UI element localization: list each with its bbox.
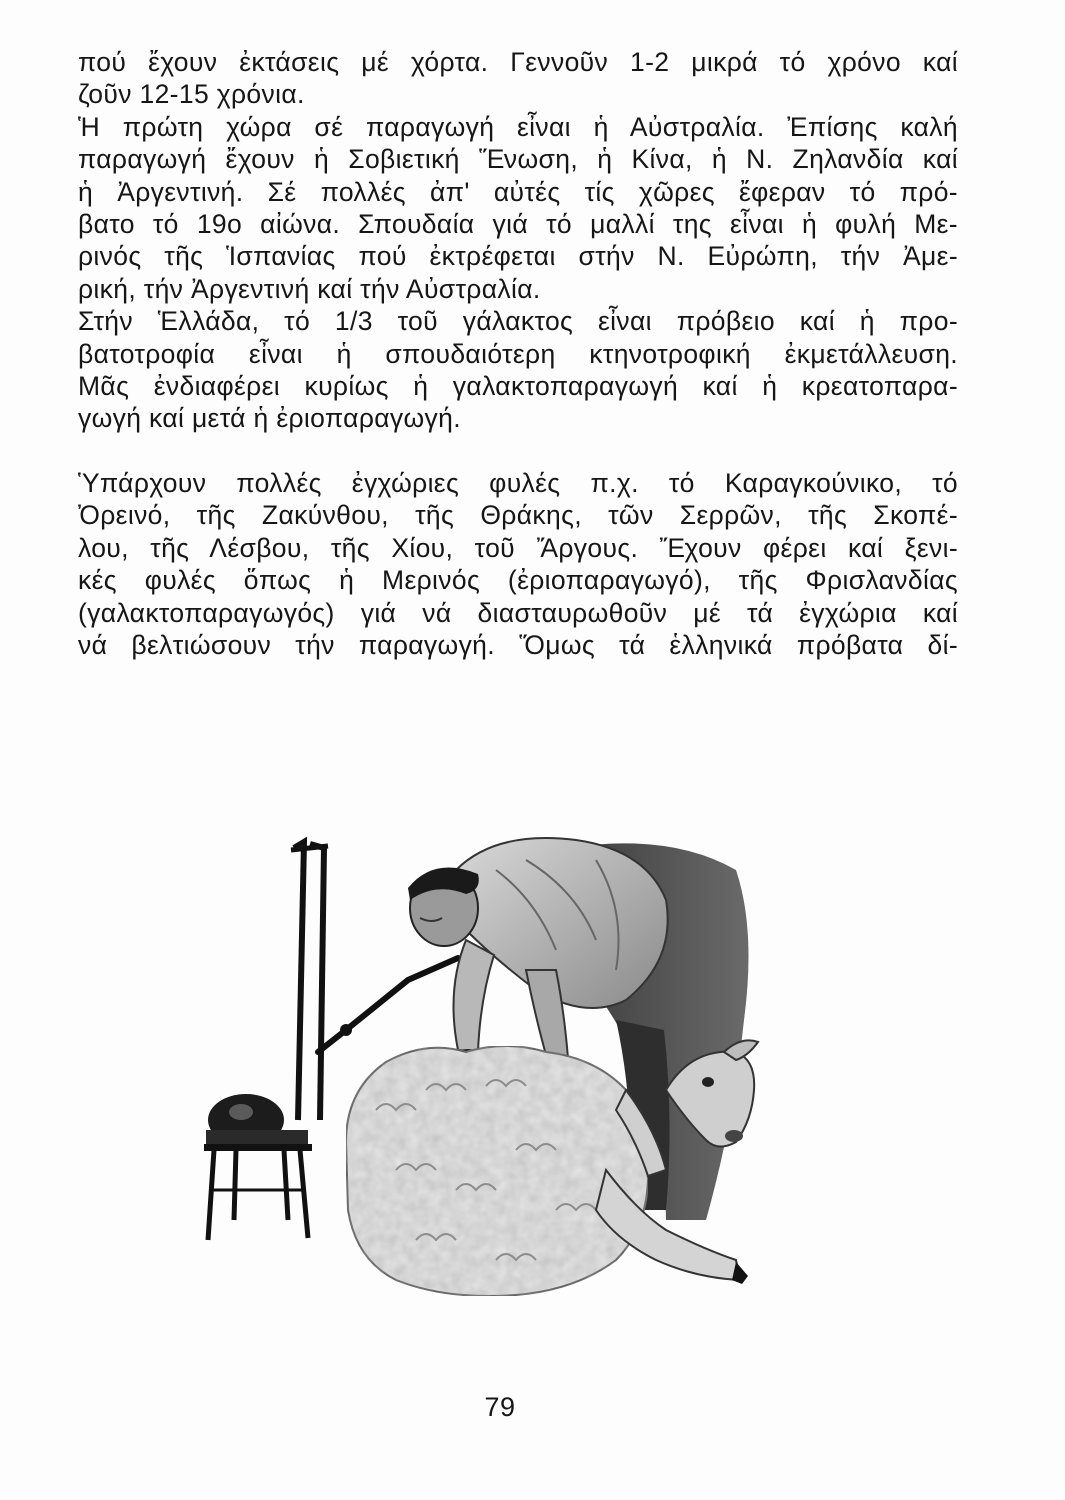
- text-line: λου, τῆς Λέσβου, τῆς Χίου, τοῦ Ἄργους. Ἔχουν φέρει καί ξενι-: [78, 532, 958, 563]
- text-line: Μᾶς ἐνδιαφέρει κυρίως ἡ γαλακτοπαραγωγή καί ἡ κρεατοπαρα-: [78, 371, 958, 402]
- text-line: Ἡ πρώτη χώρα σέ παραγωγή εἶναι ἡ Αὐστραλία. Ἐπίσης καλή: [78, 111, 958, 142]
- paragraph-4: [78, 467, 958, 661]
- text-line: ἡ Ἀργεντινή. Σέ πολλές ἀπ' αὐτές τίς χῶρες ἔφεραν τό πρό-: [78, 176, 958, 207]
- text-line: ρινός τῆς Ἱσπανίας πού ἐκτρέφεται στήν Ν. Εὐρώπη, τήν Ἀμε-: [78, 241, 958, 272]
- paragraph-spacer: [78, 435, 958, 467]
- text-line: ρική, τήν Ἀργεντινή καί τήν Αὐστραλία.: [78, 273, 541, 304]
- text-line: βατοτροφία εἶναι ἡ σπουδαιότερη κτηνοτροφική ἐκμετάλλευση.: [78, 338, 958, 369]
- text-line: πού ἔχουν ἐκτάσεις μέ χόρτα. Γεννοῦν 1-2 μικρά τό χρόνο καί: [78, 47, 958, 77]
- text-line: Ὀρεινό, τῆς Ζακύνθου, τῆς Θράκης, τῶν Σερρῶν, τῆς Σκοπέ-: [78, 500, 958, 531]
- text-line: βατο τό 19ο αἰώνα. Σπουδαία γιά τό μαλλί της εἶναι ἡ φυλή Με-: [78, 209, 958, 240]
- body-text: [78, 46, 958, 661]
- text-line: γωγή καί μετά ἡ ἐριοπαραγωγή.: [78, 403, 461, 434]
- text-line: Στήν Ἑλλάδα, τό 1/3 τοῦ γάλακτος εἶναι πρόβειο καί ἡ προ-: [78, 306, 958, 337]
- text-line: ζοῦν 12-15 χρόνια.: [78, 79, 305, 110]
- paragraph-3: [78, 305, 958, 435]
- paragraph-2: [78, 111, 958, 305]
- page-number: 79: [484, 1392, 516, 1422]
- text-line: (γαλακτοπαραγωγός) γιά νά διασταυρωθοῦν μέ τά ἐγχώρια καί: [78, 597, 958, 628]
- paragraph-1: [78, 46, 958, 111]
- text-line: κές φυλές ὅπως ἡ Μερινός (ἐριοπαραγωγό), τῆς Φρισλανδίας: [78, 565, 958, 596]
- text-line: Ὑπάρχουν πολλές ἐγχώριες φυλές π.χ. τό Καραγκούνικο, τό: [78, 467, 958, 498]
- text-line: παραγωγή ἔχουν ἡ Σοβιετική Ἕνωση, ἡ Κίνα, ἡ Ν. Ζηλανδία καί: [78, 144, 958, 175]
- text-line: νά βελτιώσουν τήν παραγωγή. Ὅμως τά ἑλληνικά πρόβατα δί-: [78, 629, 958, 660]
- sheep-shearing-illustration: [196, 790, 796, 1350]
